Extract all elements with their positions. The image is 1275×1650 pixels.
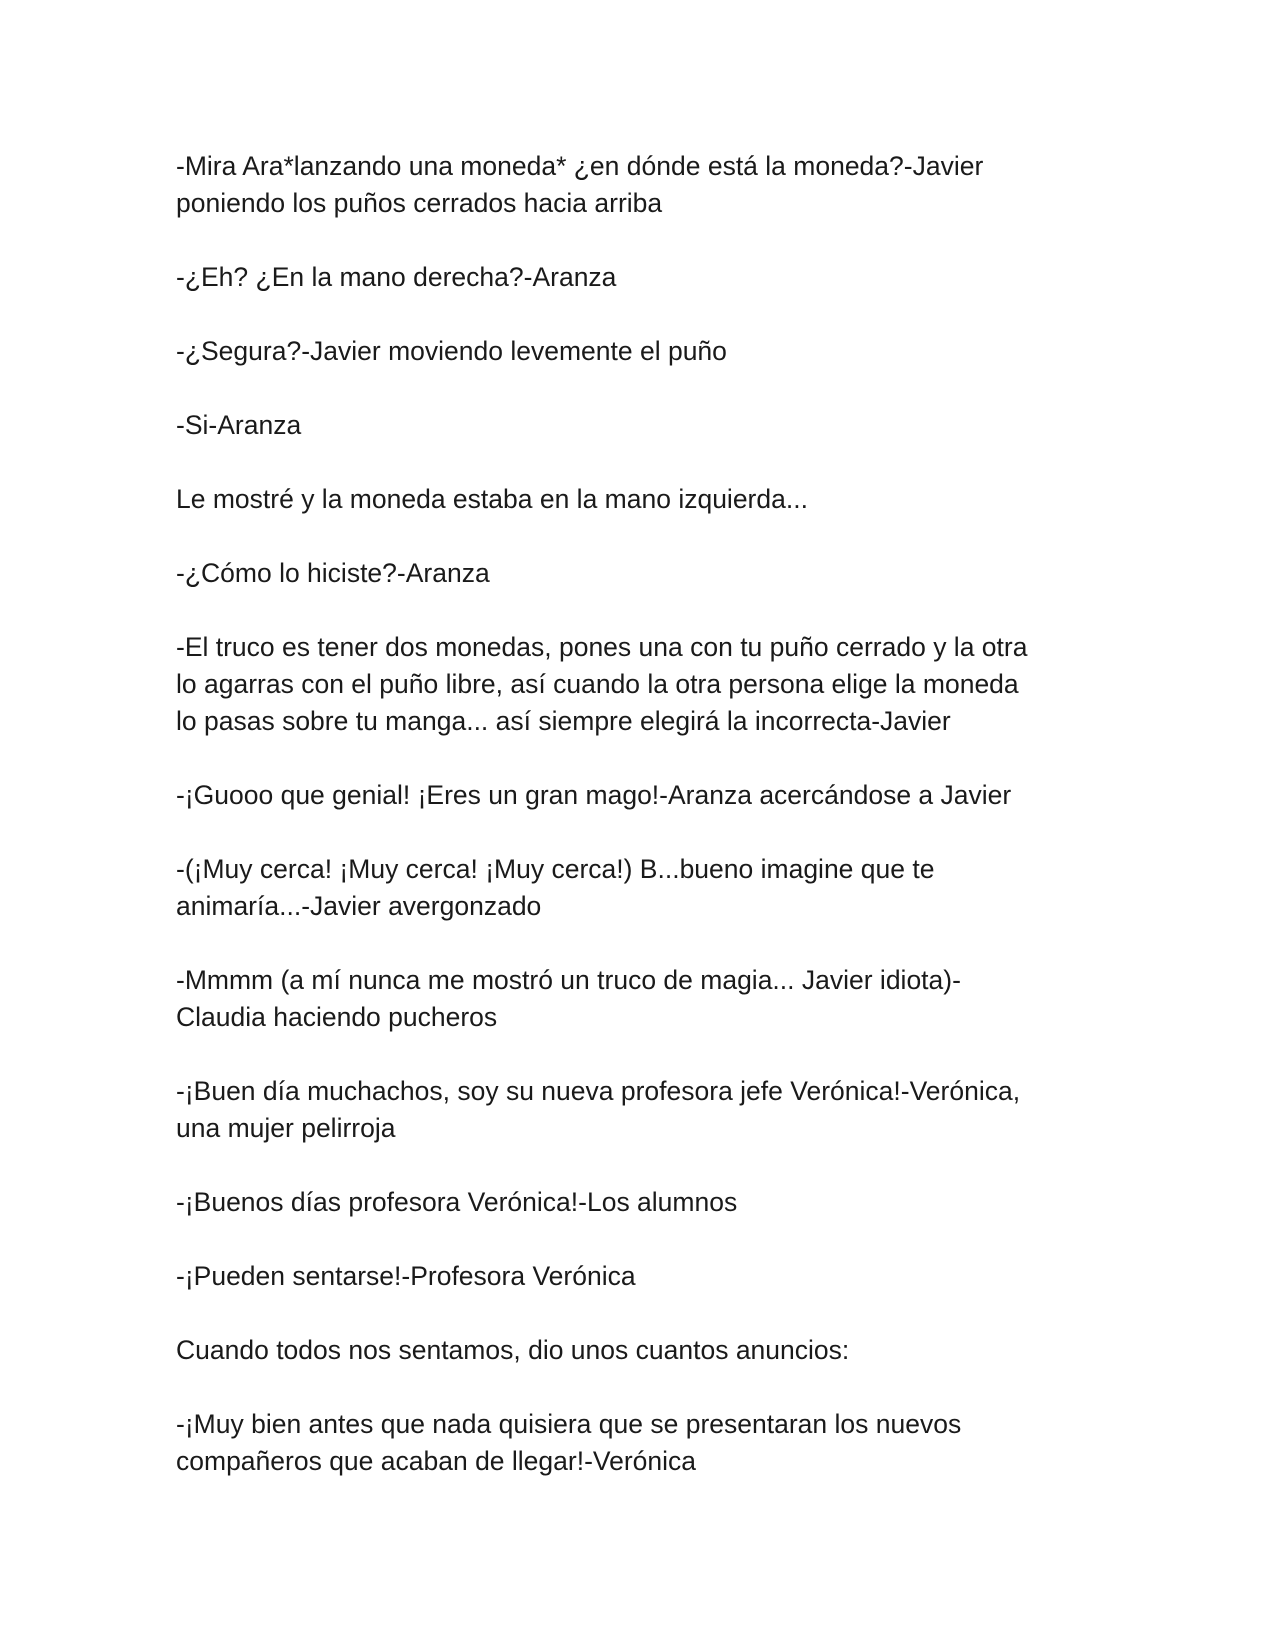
paragraph-15: -¡Muy bien antes que nada quisiera que se presentaran los nuevos compañeros que acaban de llegar!-Verónica — [176, 1409, 962, 1476]
paragraph-1: -Mira Ara*lanzando una moneda* ¿en dónde está la moneda?-Javier poniendo los puños cerrados hacia arriba — [176, 151, 984, 218]
paragraph-9: -(¡Muy cerca! ¡Muy cerca! ¡Muy cerca!) B...bueno imagine que te animaría...-Javier avergonzado — [176, 854, 935, 921]
document-body — [176, 148, 1096, 1517]
paragraph-3: -¿Segura?-Javier moviendo levemente el puño — [176, 336, 727, 366]
paragraph-10: -Mmmm (a mí nunca me mostró un truco de magia... Javier idiota)- Claudia haciendo pucheros — [176, 965, 961, 1032]
paragraph-13: -¡Pueden sentarse!-Profesora Verónica — [176, 1261, 636, 1291]
paragraph-12: -¡Buenos días profesora Verónica!-Los alumnos — [176, 1187, 738, 1217]
paragraph-8: -¡Guooo que genial! ¡Eres un gran mago!-Aranza acercándose a Javier — [176, 780, 1012, 810]
paragraph-5: Le mostré y la moneda estaba en la mano izquierda... — [176, 484, 808, 514]
paragraph-11: -¡Buen día muchachos, soy su nueva profesora jefe Verónica!-Verónica, una mujer pelirroja — [176, 1076, 1021, 1143]
paragraph-14: Cuando todos nos sentamos, dio unos cuantos anuncios: — [176, 1335, 850, 1365]
paragraph-2: -¿Eh? ¿En la mano derecha?-Aranza — [176, 262, 617, 292]
paragraph-6: -¿Cómo lo hiciste?-Aranza — [176, 558, 490, 588]
paragraph-4: -Si-Aranza — [176, 410, 302, 440]
paragraph-7: -El truco es tener dos monedas, pones una con tu puño cerrado y la otra lo agarras con el puño libre, así cuando la otra persona elige la moneda lo pasas sobre tu manga... así siempre elegirá la incorrecta-Javier — [176, 632, 1028, 736]
